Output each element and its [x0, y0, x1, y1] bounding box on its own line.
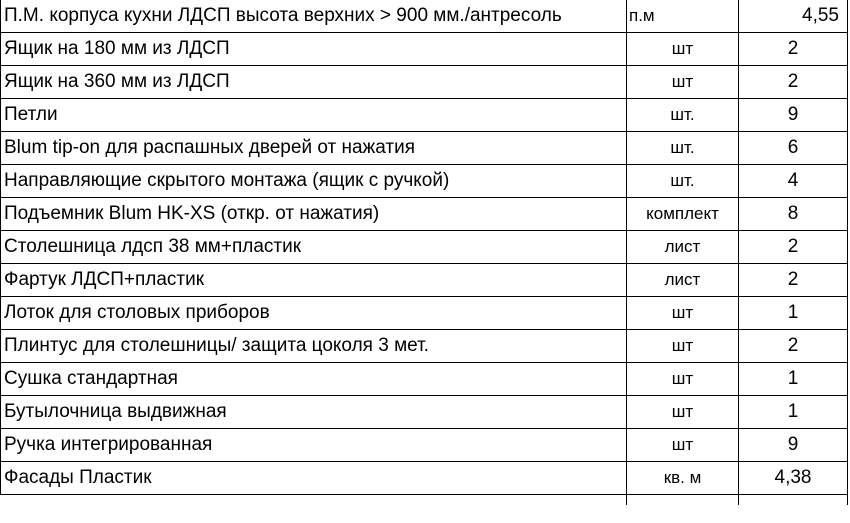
table-row — [1, 297, 848, 330]
cell-item-name[interactable]: Столешница лдсп 38 мм+пластик — [1, 231, 627, 264]
cell-unit[interactable]: шт. — [627, 165, 739, 198]
cell-unit[interactable]: лист — [627, 231, 739, 264]
cell-empty[interactable] — [1, 495, 627, 506]
table-row — [1, 132, 848, 165]
table-row — [1, 33, 848, 66]
cell-quantity[interactable]: 2 — [739, 231, 848, 264]
cell-empty[interactable] — [739, 495, 848, 506]
cell-quantity[interactable]: 9 — [739, 429, 848, 462]
table-row — [1, 330, 848, 363]
cell-unit[interactable]: шт — [627, 429, 739, 462]
table-row — [1, 198, 848, 231]
cell-unit[interactable]: шт — [627, 363, 739, 396]
table-row — [1, 0, 848, 33]
cell-unit[interactable]: шт — [627, 66, 739, 99]
cell-quantity[interactable]: 9 — [739, 99, 848, 132]
cell-quantity[interactable]: 4,55 — [739, 0, 848, 33]
cell-quantity[interactable]: 1 — [739, 396, 848, 429]
cell-item-name[interactable]: Сушка стандартная — [1, 363, 627, 396]
table-row — [1, 165, 848, 198]
table-row — [1, 231, 848, 264]
cell-unit[interactable]: шт. — [627, 99, 739, 132]
table-row — [1, 429, 848, 462]
cell-item-name[interactable]: Петли — [1, 99, 627, 132]
cell-item-name[interactable]: Фасады Пластик — [1, 462, 627, 495]
cell-item-name[interactable]: Бутылочница выдвижная — [1, 396, 627, 429]
cell-unit[interactable]: шт — [627, 396, 739, 429]
cell-quantity[interactable]: 2 — [739, 33, 848, 66]
cell-item-name[interactable]: Ящик на 360 мм из ЛДСП — [1, 66, 627, 99]
cell-item-name[interactable]: Ящик на 180 мм из ЛДСП — [1, 33, 627, 66]
table-row — [1, 264, 848, 297]
cell-quantity[interactable]: 2 — [739, 66, 848, 99]
cell-item-name[interactable]: Направляющие скрытого монтажа (ящик с ручкой) — [1, 165, 627, 198]
cell-unit[interactable]: шт. — [627, 132, 739, 165]
table-row — [1, 396, 848, 429]
cell-quantity[interactable]: 6 — [739, 132, 848, 165]
cell-unit[interactable]: кв. м — [627, 462, 739, 495]
cell-item-name[interactable]: Подъемник Blum HK-XS (откр. от нажатия) — [1, 198, 627, 231]
cell-empty[interactable] — [627, 495, 739, 506]
cell-quantity[interactable]: 1 — [739, 363, 848, 396]
cell-unit[interactable]: п.м — [627, 0, 739, 33]
table-row — [1, 99, 848, 132]
table-row — [1, 66, 848, 99]
cell-unit[interactable]: шт — [627, 33, 739, 66]
cell-quantity[interactable]: 2 — [739, 264, 848, 297]
cell-unit[interactable]: комплект — [627, 198, 739, 231]
cell-unit[interactable]: лист — [627, 264, 739, 297]
table-row-partial — [1, 495, 848, 506]
cell-item-name[interactable]: Плинтус для столешницы/ защита цоколя 3 мет. — [1, 330, 627, 363]
cell-item-name[interactable]: Ручка интегрированная — [1, 429, 627, 462]
cell-item-name[interactable]: П.М. корпуса кухни ЛДСП высота верхних > 900 мм./антресоль — [1, 0, 627, 33]
cell-quantity[interactable]: 2 — [739, 330, 848, 363]
table-row — [1, 462, 848, 495]
cell-item-name[interactable]: Фартук ЛДСП+пластик — [1, 264, 627, 297]
table-row — [1, 363, 848, 396]
cell-item-name[interactable]: Blum tip-on для распашных дверей от нажатия — [1, 132, 627, 165]
cell-unit[interactable]: шт — [627, 330, 739, 363]
cell-quantity[interactable]: 4,38 — [739, 462, 848, 495]
cell-quantity[interactable]: 8 — [739, 198, 848, 231]
cell-unit[interactable]: шт — [627, 297, 739, 330]
cell-quantity[interactable]: 1 — [739, 297, 848, 330]
cell-quantity[interactable]: 4 — [739, 165, 848, 198]
cell-item-name[interactable]: Лоток для столовых приборов — [1, 297, 627, 330]
